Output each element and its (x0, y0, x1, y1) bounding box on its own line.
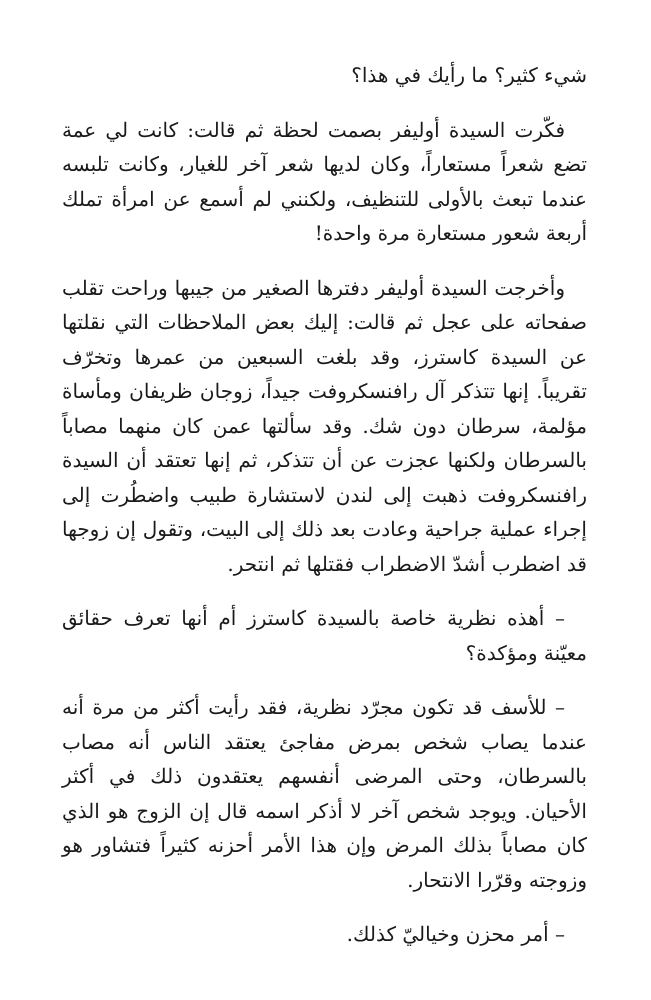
dialogue-question: – أهذه نظرية خاصة بالسيدة كاسترز أم أنها تعرف حقائق معيّنة ومؤكدة؟ (62, 606, 587, 665)
paragraph-aunt-wigs: فكّرت السيدة أوليفر بصمت لحظة ثم قالت: كانت لي عمة تضع شعراً مستعاراً، وكان لديها شعر آخر للغيار، وكانت تلبسه عندما تبعث بالأولى للتنظيف، ولكنني لم أسمع عن امرأة تملك أربعة شعور مستعارة مرة واحدة! (62, 117, 587, 245)
paragraph-continuation: شيء كثير؟ ما رأيك في هذا؟ (351, 63, 587, 87)
dialogue-theory: – للأسف قد تكون مجرّد نظرية، فقد رأيت أكثر من مرة أنه عندما يصاب شخص بمرض مفاجئ يعتقد الناس أنه مصاب بالسرطان، وحتى المرضى أنفسهم يعتقدون ذلك في أكثر الأحيان. ويوجد شخص آخر لا أذكر اسمه قال إن الزوج هو الذي كان مصاباً بذلك المرض وإن هذا الأمر أحزنه كثيراً فتشاور هو وزوجته وقرّرا الانتحار. (62, 695, 587, 892)
dialogue-sad-remark: – أمر محزن وخياليّ كذلك. (346, 922, 565, 946)
paragraph-notebook-notes: وأخرجت السيدة أوليفر دفترها الصغير من جيبها وراحت تقلب صفحاته على عجل ثم قالت: إليك بعض الملاحظات التي نقلتها عن السيدة كاسترز، وقد بلغت السبعين من عمرها وتخرّف تقريباً. إنها تتذكر آل رافنسكروفت جيداً، زوجان ظريفان ومأساة مؤلمة، سرطان دون شك. وقد سألتها عمن كان منهما مصاباً بالسرطان ولكنها عجزت عن أن تتذكر، ثم إنها تعتقد أن السيدة رافنسكروفت ذهبت إلى لندن لاستشارة طبيب واضطُرت إلى إجراء عملية جراحية وعادت بعد ذلك إلى البيت، وتقول إن زوجها قد اضطرب أشدّ الاضطراب فقتلها ثم انتحر. (62, 275, 587, 576)
